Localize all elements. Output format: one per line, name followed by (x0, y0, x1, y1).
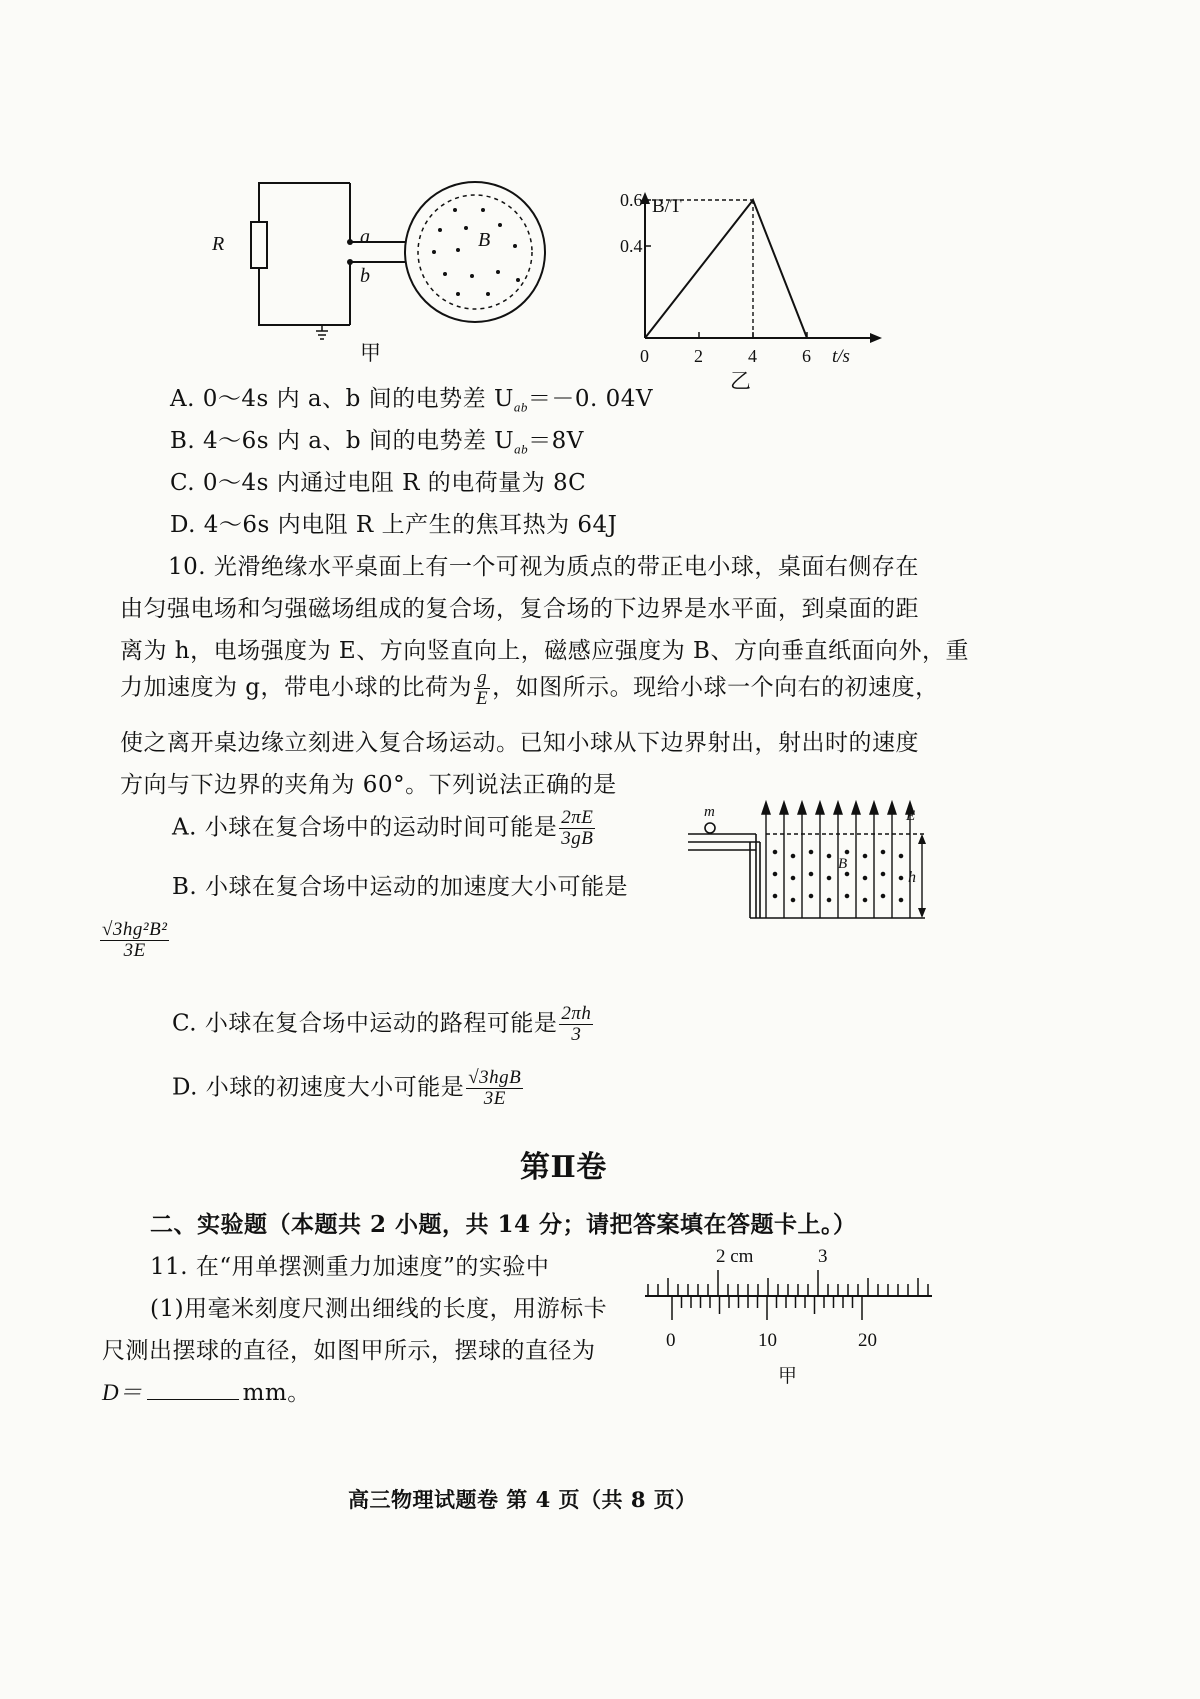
q9-option-d: D. 4～6s 内电阻 R 上产生的焦耳热为 64J (170, 512, 618, 538)
series-line (645, 200, 807, 338)
q10-line-6: 方向与下边界的夹角为 60°。下列说法正确的是 (120, 772, 617, 798)
coil (405, 182, 545, 322)
vernier-label-10: 10 (758, 1330, 777, 1351)
figure-yi-bt-graph (620, 190, 900, 390)
page-footer: 高三物理试题卷 第 4 页（共 8 页） (348, 1487, 697, 1512)
ratio-fraction: $\frac{g}{E}$ (476, 667, 489, 709)
caption-yi: 乙 (730, 369, 751, 390)
y-tick-label: 0.4 (620, 236, 643, 256)
q10-option-a: A. 小球在复合场中的运动时间可能是 $\frac{2\pi E}{3gB}$ (172, 807, 594, 849)
field-dot (881, 894, 884, 897)
field-dot (773, 872, 776, 875)
x-tick-label: 4 (748, 346, 757, 366)
field-dot (809, 850, 812, 853)
field-dot (845, 850, 848, 853)
field-dot (791, 898, 794, 901)
y-axis-label: B/T (652, 196, 682, 217)
field-dot (827, 876, 830, 879)
field-arrow-head (834, 802, 842, 814)
section-part2-heading: 二、实验题（本题共 2 小题，共 14 分；请把答案填在答题卡上。） (150, 1211, 857, 1238)
field-dot (791, 854, 794, 857)
q9-option-b: B. 4～6s 内 a、b 间的电势差 $U_{ab}=8V$ (170, 428, 584, 457)
field-arrow-head (762, 802, 770, 814)
field-dot (845, 872, 848, 875)
label-a: a (360, 226, 370, 248)
field-dot (899, 898, 902, 901)
field-dot (863, 898, 866, 901)
field-dots (432, 208, 520, 296)
field-dot (881, 872, 884, 875)
field-dot (863, 854, 866, 857)
resistor-symbol (251, 222, 267, 268)
x-tick-label: 2 (694, 346, 703, 366)
field-dot (827, 898, 830, 901)
q10-option-b-formula: $\frac{\text{√3hg²B²}}{3E}$ (102, 919, 168, 961)
q11-line-3: 尺测出摆球的直径，如图甲所示，摆球的直径为 (102, 1338, 596, 1364)
label-m: m (704, 804, 715, 820)
field-arrow-head (780, 802, 788, 814)
charged-ball (705, 823, 715, 833)
main-scale-label-3: 3 (818, 1246, 828, 1267)
q10-line-4: 力加速度为 g，带电小球的比荷为 $\frac{g}{E}$ ，如图所示。现给小球一个向右的初速度， (120, 667, 939, 709)
field-dot (809, 872, 812, 875)
label-R: R (212, 233, 225, 255)
q11-line-4: D＝ mm。 (102, 1380, 311, 1406)
q10-option-b: B. 小球在复合场中运动的加速度大小可能是 (172, 874, 629, 900)
y-tick-label: 0.6 (620, 190, 643, 210)
field-arrow-head (852, 802, 860, 814)
field-arrow-head (798, 802, 806, 814)
q10-option-d: D. 小球的初速度大小可能是 $\frac{\text{√3hgB}}{3E}$ (172, 1067, 522, 1109)
label-E: E (906, 808, 916, 824)
x-tick-label: 6 (802, 346, 811, 366)
caption-jia: 甲 (360, 341, 381, 365)
field-dot (773, 850, 776, 853)
vernier-label-0: 0 (666, 1330, 676, 1351)
x-axis-arrow (870, 333, 882, 343)
caption-caliper: 甲 (778, 1366, 798, 1387)
label-h: h (908, 869, 916, 886)
vernier-label-20: 20 (858, 1330, 877, 1351)
vernier-caliper-figure (640, 1240, 950, 1390)
field-dot (791, 876, 794, 879)
q10-line-2: 由匀强电场和匀强磁场组成的复合场，复合场的下边界是水平面，到桌面的距 (120, 596, 919, 622)
field-dot (773, 894, 776, 897)
field-arrow-head (888, 802, 896, 814)
field-dot (809, 894, 812, 897)
q10-line-3: 离为 h，电场强度为 E、方向竖直向上，磁感应强度为 B、方向垂直纸面向外，重 (120, 638, 969, 664)
q10-option-c: C. 小球在复合场中运动的路程可能是 $\frac{2\pi h}{3}$ (172, 1003, 592, 1045)
q10-line-1: 10. 光滑绝缘水平桌面上有一个可视为质点的带正电小球，桌面右侧存在 (168, 554, 919, 580)
q9-option-a: A. 0～4s 内 a、b 间的电势差 $U_{ab}=-0$. 04V (170, 386, 654, 415)
main-scale-label-2cm: 2 cm (716, 1246, 754, 1267)
field-dot (827, 854, 830, 857)
q9-option-c: C. 0～4s 内通过电阻 R 的电荷量为 8C (170, 470, 587, 496)
label-B-field: B (838, 856, 848, 872)
field-dot (845, 894, 848, 897)
x-axis-label: t/s (832, 346, 850, 367)
q10-figure-composite-field (680, 800, 950, 930)
figure-jia-circuit (200, 180, 580, 390)
section-title: 第Ⅱ卷 (520, 1150, 607, 1185)
field-arrow-head (816, 802, 824, 814)
field-dot (863, 876, 866, 879)
q11-line-1: 11. 在“用单摆测重力加速度”的实验中 (150, 1254, 550, 1280)
q11-line-2: (1)用毫米刻度尺测出细线的长度，用游标卡 (150, 1296, 608, 1322)
x-tick-label: 0 (640, 346, 649, 366)
field-dot (899, 876, 902, 879)
field-arrow-head (870, 802, 878, 814)
label-B: B (478, 229, 491, 251)
field-dot (881, 850, 884, 853)
label-b: b (360, 265, 370, 287)
field-dot (899, 854, 902, 857)
q10-line-5: 使之离开桌边缘立刻进入复合场运动。已知小球从下边界射出，射出时的速度 (120, 730, 919, 756)
answer-blank (147, 1381, 239, 1400)
